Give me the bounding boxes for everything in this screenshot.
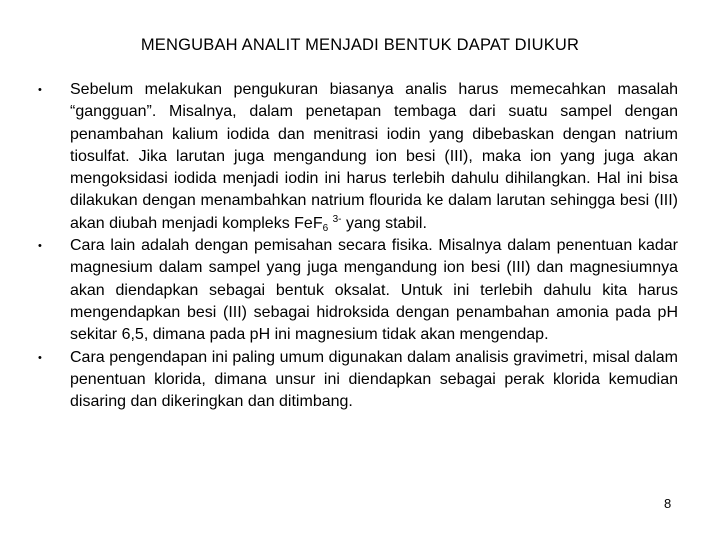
chemical-formula: FeF$_6$ $^{3-}$ xyxy=(294,213,342,234)
bullet-text-tail: yang stabil. xyxy=(341,214,427,232)
bullet-text: Cara pengendapan ini paling umum digunakan dalam analisis gravimetri, misal dalam penentuan klorida, dimana unsur ini diendapkan sebagai perak klorida kemudian disaring dan dikeringkan dan ditimbang. xyxy=(70,348,678,411)
bullet-dot-icon: • xyxy=(38,351,42,364)
bullet-text: Cara lain adalah dengan pemisahan secara fisika. Misalnya dalam penentuan kadar magnesium dalam sampel yang juga mengandung ion besi (III) dan magnesiumnya akan diendapkan sebagai bentuk oksalat. Untuk ini terlebih dahulu kita harus mengendapkan besi (III) sebagai hidroksida dengan penambahan amonia pada pH sekitar 6,5, dimana pada pH ini magnesium tidak akan mengendap. xyxy=(70,237,678,344)
bullet-dot-icon: • xyxy=(38,240,42,253)
bullet-list xyxy=(38,79,678,413)
slide-title: MENGUBAH ANALIT MENJADI BENTUK DAPAT DIUKUR xyxy=(140,36,580,54)
bullet-item-3 xyxy=(38,347,678,414)
bullet-dot-icon: • xyxy=(38,84,42,96)
bullet-item-2 xyxy=(38,235,678,346)
page-number: 8 xyxy=(664,496,672,511)
bullet-text: Sebelum melakukan pengukuran biasanya analis harus memecahkan masalah “gangguan”. Misalnya, dalam penetapan tembaga dari suatu sampel dengan penambahan kalium iodida dan menitrasi iodin yang dibebaskan dengan natrium tiosulfat. Jika larutan juga mengandung ion besi (III), maka ion yang juga akan mengoksidasi iodida menjadi iodin ini harus terlebih dahulu dihilangkan. Hal ini bisa dilakukan dengan menambahkan natrium flourida ke dalam larutan sehingga besi (III) akan diubah menjadi kompleks xyxy=(70,81,678,232)
bullet-item-1 xyxy=(38,79,678,235)
